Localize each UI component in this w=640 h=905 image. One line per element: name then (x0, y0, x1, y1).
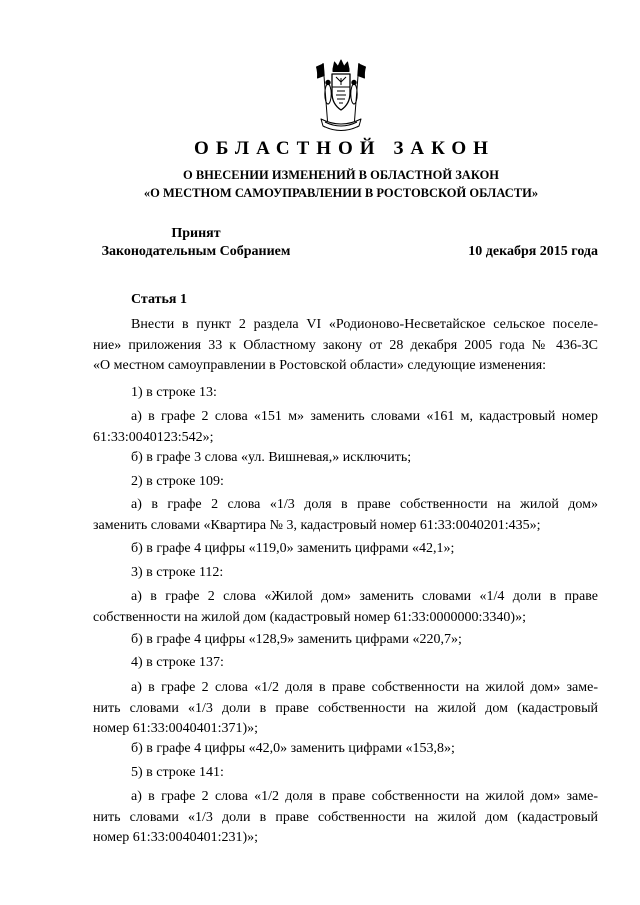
paragraph-line: 4) в строке 137: (131, 655, 224, 670)
law-subtitle-line: О ВНЕСЕНИИ ИЗМЕНЕНИЙ В ОБЛАСТНОЙ ЗАКОН (182, 168, 500, 182)
paragraph-line: б) в графе 4 цифры «119,0» заменить цифрами «42,1»; (131, 541, 455, 556)
paragraph-line: а) в графе 2 слова «1/2 доля в праве собственности на жилой дом» заме- (131, 789, 598, 804)
adoption-info (93, 225, 299, 261)
adopted-label: Принят (171, 226, 221, 241)
paragraph-line: а) в графе 2 слова «151 м» заменить словами «161 м, кадастровый номер (131, 409, 598, 424)
paragraph-line: заменить словами «Квартира № 3, кадастровый номер 61:33:0040201:435»; (93, 517, 541, 533)
article-heading: Статья 1 (131, 292, 187, 307)
amendment-row-109-a (93, 495, 598, 536)
adoption-date: 10 декабря 2015 года (468, 244, 598, 259)
amendment-row-141-a (93, 787, 598, 849)
amendment-row-13-a (93, 407, 598, 448)
amendment-row-13 (93, 383, 598, 404)
amendment-row-13-b (93, 448, 598, 469)
paragraph-line: 5) в строке 141: (131, 765, 224, 780)
amendment-row-109 (93, 472, 598, 493)
amendment-row-109-b (93, 539, 598, 560)
law-subtitle (93, 166, 589, 202)
amendment-row-112-a (93, 587, 598, 628)
paragraph-line: номер 61:33:0040401:371)»; (93, 721, 259, 736)
paragraph-line: нить словами «1/3 доли в праве собственности на жилой дом (кадастровый (93, 700, 598, 716)
paragraph-line: 3) в строке 112: (131, 565, 224, 580)
paragraph-line: 1) в строке 13: (131, 385, 217, 400)
paragraph-line: ние» приложения 33 к Областному закону от 28 декабря 2005 года № 436-ЗС (93, 337, 598, 353)
amendment-row-137 (93, 653, 598, 674)
paragraph-line: а) в графе 2 слова «1/3 доля в праве собственности на жилой дом» (131, 497, 598, 512)
article-preamble (93, 315, 598, 377)
paragraph-line: б) в графе 4 цифры «128,9» заменить цифрами «220,7»; (131, 632, 462, 647)
paragraph-line: собственности на жилой дом (кадастровый номер 61:33:0000000:3340)»; (93, 609, 526, 625)
amendment-row-137-b (93, 739, 598, 760)
coat-of-arms-icon (315, 58, 367, 136)
amendment-row-112 (93, 563, 598, 584)
paragraph-line: нить словами «1/3 доли в праве собственности на жилой дом (кадастровый (93, 809, 598, 825)
paragraph-line: б) в графе 3 слова «ул. Вишневая,» исключить; (131, 450, 412, 465)
amendment-row-112-b (93, 630, 598, 651)
paragraph-line: б) в графе 4 цифры «42,0» заменить цифрами «153,8»; (131, 741, 455, 756)
paragraph-line: номер 61:33:0040401:231)»; (93, 830, 259, 845)
paragraph-line: а) в графе 2 слова «1/2 доля в праве собственности на жилой дом» заме- (131, 680, 598, 695)
paragraph-line: «О местном самоуправлении в Ростовской области» следующие изменения: (93, 358, 547, 373)
law-subtitle-line: «О МЕСТНОМ САМОУПРАВЛЕНИИ В РОСТОВСКОЙ ОБЛАСТИ» (143, 186, 539, 200)
paragraph-line: 61:33:0040123:542»; (93, 429, 214, 445)
adopting-body: Законодательным Собранием (101, 244, 291, 259)
paragraph-line: 2) в строке 109: (131, 474, 224, 489)
paragraph-line: а) в графе 2 слова «Жилой дом» заменить словами «1/4 доли в праве (131, 589, 598, 604)
amendment-row-137-a (93, 678, 598, 740)
amendment-row-141 (93, 763, 598, 784)
law-type-title: ОБЛАСТНОЙ ЗАКОН (194, 138, 495, 159)
paragraph-line: Внести в пункт 2 раздела VI «Родионово-Несветайское сельское поселе- (131, 317, 598, 332)
